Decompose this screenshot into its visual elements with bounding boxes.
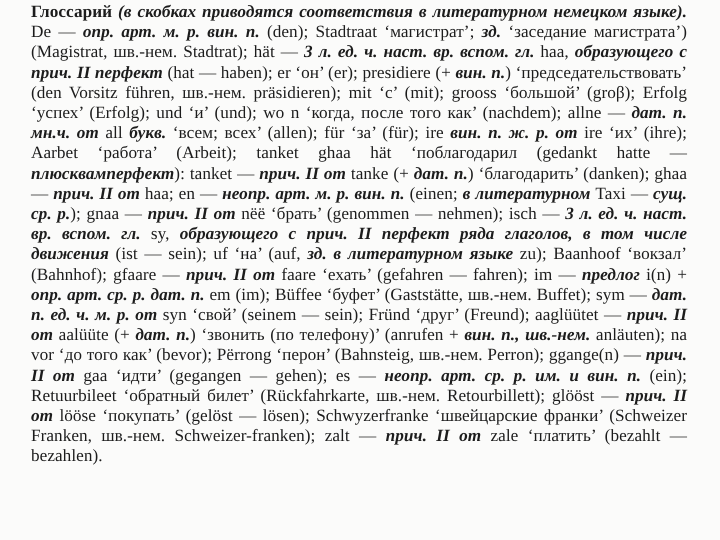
- glossary-text-run: ): tanket —: [174, 163, 260, 183]
- glossary-text-run: ‘всем; всех’ (allen); für ‘за’ (für); ire: [166, 123, 451, 143]
- grammar-note: прич. II от: [185, 264, 276, 284]
- grammar-note: зд. в литературном языке: [307, 244, 514, 264]
- glossary-text-run: lööse ‘покупать’ (gelöst — lösen); Schwyzerfranke ‘швейцарские франки’ (Schweizer Franken, шв.-нем. Schweizer-franken); zalt —: [31, 406, 687, 446]
- grammar-note: зд.: [481, 22, 502, 42]
- grammar-note: (в скобках приводятся соответствия в литературном немецком языке).: [112, 2, 687, 21]
- grammar-note: плюсквамперфект: [31, 163, 175, 183]
- glossary-text-run: (einen;: [404, 183, 463, 203]
- glossary-text-run: gaa ‘идти’ (gegangen — gehen); es —: [74, 365, 385, 385]
- grammar-note: дат. п. мн.ч. от: [31, 103, 687, 143]
- glossary-text-run: (den); Stadtraat ‘магистрат’;: [259, 22, 482, 42]
- grammar-note: неопр. арт. ср. р. им. и вин. п.: [384, 365, 642, 385]
- glossary-text-run: haa; en —: [139, 183, 223, 203]
- grammar-note: прич. II от: [53, 183, 140, 203]
- glossary-text-run: ) ‘благодарить’ (danken); ghaa —: [31, 163, 687, 203]
- glossary-text-run: zu); Baanhoof ‘вокзал’ (Bahnhof); gfaare —: [31, 244, 687, 284]
- grammar-note: сущ. ср. р.: [31, 183, 688, 224]
- glossary-text-run: (hat — haben); er ‘он’ (er); presidiere (+: [162, 62, 456, 82]
- grammar-note: 3 л. ед. ч. наст. вр. вспом. гл.: [304, 42, 535, 62]
- glossary-text-run: (ein); Retuurbileet ‘обратный билет’ (Rückfahrkarte, шв.-нем. Retourbillett); glööst —: [31, 365, 687, 405]
- glossary-text-run: em (im); Büffee ‘буфет’ (Gaststätte, шв.-нем. Buffet); sym —: [204, 284, 652, 304]
- glossary-text-run: (ist — sein); uf ‘на’ (auf,: [108, 244, 308, 264]
- grammar-note: образующего с прич. II перфект ряда глаголов, в том числе движения: [31, 224, 688, 264]
- glossary-text-run: haa,: [534, 42, 575, 62]
- grammar-note: вин. п., шв.-нем.: [464, 325, 591, 345]
- glossary-text-run: syn ‘свой’ (seinem — sein); Fründ ‘друг’ (Freund); aaglüütet —: [157, 305, 627, 325]
- grammar-note: прич. II от: [259, 163, 346, 183]
- grammar-note: опр. арт. ср. р. дат. п.: [31, 284, 205, 304]
- glossary-text-run: ) ‘председательствовать’ (den Vorsitz führen, шв.-нем. präsidieren); mit ‘с’ (mit); grooss ‘большой’ (groβ); Erfolg ‘успех’ (Erfolg); und ‘и’ (und); wo n ‘когда, после того как’ (nachdem); allne —: [31, 62, 687, 123]
- grammar-note: 3 л. ед. ч. наст. вр. вспом. гл.: [31, 204, 688, 244]
- grammar-note: прич. II от: [31, 305, 687, 345]
- grammar-note: прич. II от: [385, 426, 482, 446]
- grammar-note: дат. п.: [135, 325, 191, 345]
- grammar-note: неопр. арт. м. р. вин. п.: [222, 183, 405, 203]
- grammar-note: предлог: [581, 264, 640, 284]
- glossary-text-run: Taxi —: [590, 183, 654, 203]
- grammar-note: букв.: [129, 123, 167, 143]
- grammar-note: образующего с прич. II перфект: [31, 42, 687, 82]
- glossary-text-run: ire ‘их’ (ihre); Aarbet ‘работа’ (Arbeit); tanket ghaa hät ‘поблагодарил (gedankt hatte —: [31, 123, 688, 163]
- grammar-note: прич. II от: [147, 204, 236, 224]
- glossary-text-run: ); gnaa —: [70, 204, 148, 224]
- grammar-note: вин. п.: [455, 62, 506, 82]
- grammar-note: дат. п.: [413, 163, 468, 183]
- glossary-text-run: faare ‘ехать’ (gefahren — fahren); im —: [275, 264, 582, 284]
- glossary-text-run: all: [98, 123, 130, 143]
- glossary-heading: Глоссарий: [31, 2, 113, 21]
- glossary-text-run: sy,: [140, 224, 180, 244]
- glossary-text-run: i(n) +: [639, 264, 688, 284]
- glossary-text-run: ‘заседание магистрата’) (Magistrat, шв.-нем. Stadtrat); hät —: [31, 22, 688, 62]
- glossary-text-run: anläuten); na vor ‘до того как’ (bevor); Përrong ‘перон’ (Bahnsteig, шв.-нем. Perron); ggange(n) —: [31, 325, 688, 365]
- glossary-text-run: tanke (+: [345, 163, 414, 183]
- glossary-text-run: nëë ‘брать’ (genommen — nehmen); isch —: [235, 204, 566, 224]
- grammar-note: прич. II от: [31, 385, 687, 426]
- glossary-text-run: aalüüte (+: [53, 325, 136, 345]
- grammar-note: вин. п. ж. р. от: [450, 123, 578, 143]
- glossary-text-run: De —: [31, 22, 83, 42]
- grammar-note: в литературном: [462, 183, 591, 203]
- grammar-note: опр. арт. м. р. вин. п.: [82, 22, 260, 42]
- glossary-text-run: ) ‘звонить (по телефону)’ (anrufen +: [190, 325, 465, 345]
- glossary-paragraph: [31, 2, 687, 467]
- glossary-text-run: zale ‘платить’ (bezahlt — bezahlen).: [31, 426, 688, 466]
- grammar-note: прич. II от: [31, 345, 687, 385]
- grammar-note: дат. п. ед. ч. м. р. от: [31, 284, 687, 325]
